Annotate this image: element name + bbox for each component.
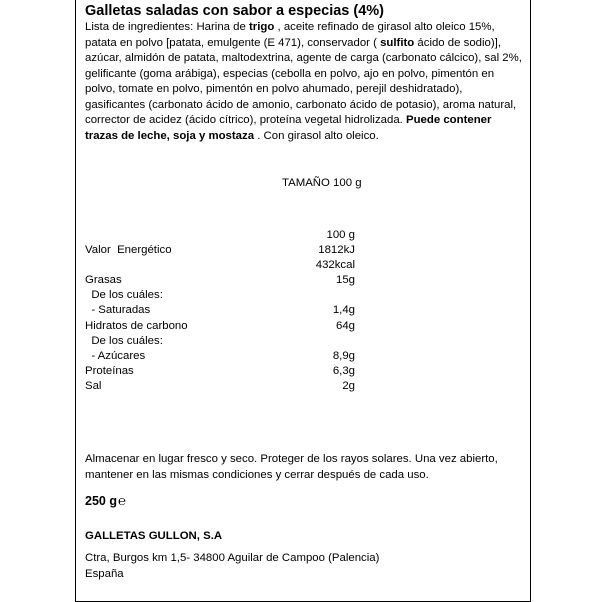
ingredient-text: Lista de ingredientes: Harina de	[85, 21, 250, 33]
nutrient-label: Proteínas	[85, 364, 134, 377]
ingredient-text: . Con girasol alto oleico.	[254, 129, 379, 142]
nutrient-value: 6,3g	[332, 364, 355, 377]
nutrient-value: 15g	[335, 274, 355, 287]
net-weight	[85, 493, 126, 508]
address-line-2: España	[85, 568, 124, 580]
storage-instructions: Almacenar en lugar fresco y seco. Proteger de los rayos solares. Una vez abierto, mantener en las mismas condiciones y cerrar después de cada uso.	[85, 453, 498, 481]
ingredients-list	[85, 20, 525, 144]
ingredient-text: , aceite refinado de girasol alto oleico 15%, patata en polvo [patata, emulgente (E 471), conservador (	[85, 21, 495, 49]
nutrient-value: 1,4g	[332, 304, 355, 317]
nutrient-value: 8,9g	[332, 349, 355, 362]
nutrition-row	[85, 273, 355, 288]
ingredient-text: ácido de sodio)], azúcar, almidón de patata, maltodextrina, agente de carga (carbonato cálcico), sal 2%, gelificante (goma arábiga), especias (cebolla en polvo, ajo en polvo, pimentón en polvo, tomate en polvo, pimentón en polvo ahumado, perejil deshidratado), gasificantes (carbonato ácido de amonio, carbonato ácido de potasio), aroma natural, corrector de acidez (ácido cítrico), proteína vegetal hidrolizada.	[85, 36, 522, 126]
nutrient-label: Hidratos de carbono	[85, 319, 188, 332]
nutrient-value: 1812kJ	[318, 244, 355, 256]
nutrition-header-row	[85, 228, 355, 243]
nutrient-value: 2g	[342, 379, 355, 392]
nutrient-value: 64g	[335, 319, 355, 332]
nutrition-row	[85, 364, 355, 379]
nutrient-label: De los cuáles:	[85, 289, 163, 302]
product-title: Galletas saladas con sabor a especias (4%)	[85, 3, 385, 19]
nutrient-label: Valor Energético	[85, 244, 172, 256]
nutrition-row	[85, 303, 355, 318]
nutrient-label: De los cuáles:	[85, 334, 163, 347]
nutrient-value: 432kcal	[315, 259, 355, 272]
nutrient-label: Grasas	[85, 274, 122, 287]
nutrition-row	[85, 258, 355, 273]
nutrition-row	[85, 243, 355, 258]
nutrition-row	[85, 334, 355, 349]
company-address	[85, 550, 379, 582]
estimated-mark-icon: ℮	[117, 493, 126, 508]
ingredient-allergen: sulfito	[380, 36, 415, 49]
ingredient-allergen: trigo	[249, 21, 275, 33]
nutrition-row	[85, 349, 355, 364]
company-name: GALLETAS GULLON, S.A	[85, 530, 223, 542]
nutrient-label: - Saturadas	[85, 304, 151, 317]
nutrient-label: Sal	[85, 379, 102, 392]
nutrient-label: - Azúcares	[85, 349, 146, 362]
nutrition-row	[85, 319, 355, 334]
net-weight-value: 250 g	[85, 494, 117, 508]
nutrition-column-header: 100 g	[326, 229, 355, 241]
nutrition-row	[85, 288, 355, 303]
ingredient-allergen: Puede contener trazas de leche, soja y mostaza	[85, 114, 492, 142]
address-line-1: Ctra, Burgos km 1,5- 34800 Aguilar de Campoo (Palencia)	[85, 552, 380, 564]
serving-size-label: TAMAÑO 100 g	[282, 177, 362, 189]
nutrition-row	[85, 379, 355, 394]
